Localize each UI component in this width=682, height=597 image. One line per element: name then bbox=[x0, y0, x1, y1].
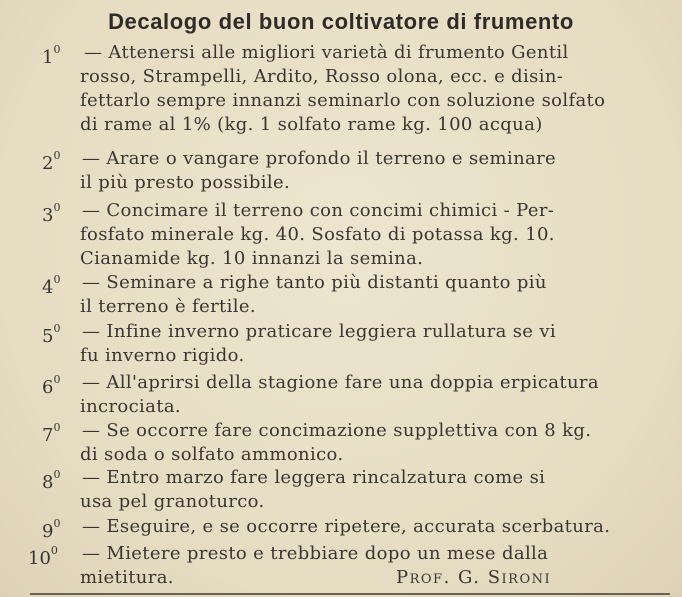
rule-line: rosso, Strampelli, Ardito, Rosso olona, ecc. e disin- bbox=[80, 66, 564, 87]
rule-line: mietitura. bbox=[80, 567, 174, 588]
rule-line: fettarlo sempre innanzi seminarlo con soluzione solfato bbox=[80, 90, 606, 111]
rule-line: fosfato minerale kg. 40. Sosfato di potassa kg. 10. bbox=[80, 224, 555, 245]
rule-number: $6^0$ bbox=[42, 373, 61, 398]
rule-number: $3^0$ bbox=[42, 201, 61, 226]
rule-line: — Seminare a righe tanto più distanti quanto più bbox=[82, 272, 547, 293]
rule-line: usa pel granoturco. bbox=[80, 491, 265, 512]
rule-number: $9^0$ bbox=[42, 517, 61, 542]
rule-number: $7^0$ bbox=[42, 421, 61, 446]
rule-line: — Infine inverno praticare leggiera rullatura se vi bbox=[82, 321, 557, 342]
rule-line: — Se occorre fare concimazione supplettiva con 8 kg. bbox=[82, 420, 592, 441]
rule-line: — Attenersi alle migliori varietà di frumento Gentil bbox=[84, 42, 569, 63]
page-title: Decalogo del buon coltivatore di frumento bbox=[108, 9, 574, 34]
rule-line: — All'aprirsi della stagione fare una doppia erpicatura bbox=[82, 372, 599, 393]
rule-number: $10^0$ bbox=[28, 544, 58, 569]
rule-line: — Eseguire, e se occorre ripetere, accurata scerbatura. bbox=[82, 516, 611, 537]
rule-line: il più presto possibile. bbox=[80, 172, 291, 193]
rule-line: fu inverno rigido. bbox=[80, 345, 245, 366]
bottom-divider bbox=[30, 593, 670, 595]
rule-line: il terreno è fertile. bbox=[80, 296, 256, 317]
rule-line: Cianamide kg. 10 innanzi la semina. bbox=[80, 248, 424, 269]
rule-line: di rame al 1% (kg. 1 solfato rame kg. 100 acqua) bbox=[80, 114, 543, 135]
rule-line: — Entro marzo fare leggera rincalzatura come si bbox=[82, 467, 546, 488]
rule-number: $2^0$ bbox=[42, 149, 61, 174]
rule-line: — Mietere presto e trebbiare dopo un mese dalla bbox=[82, 543, 549, 564]
rule-number: $4^0$ bbox=[42, 273, 61, 298]
rule-line: — Concimare il terreno con concimi chimici - Per- bbox=[82, 200, 555, 221]
rule-line: di soda o solfato ammonico. bbox=[80, 444, 344, 465]
rule-number: $5^0$ bbox=[42, 322, 61, 347]
rule-line: — Arare o vangare profondo il terreno e seminare bbox=[82, 148, 557, 169]
rule-number: $8^0$ bbox=[42, 468, 61, 493]
rule-number: $1^0$ bbox=[42, 43, 61, 68]
author-signature: Prof. G. Sironi bbox=[396, 567, 552, 588]
rule-line: incrociata. bbox=[80, 396, 181, 417]
